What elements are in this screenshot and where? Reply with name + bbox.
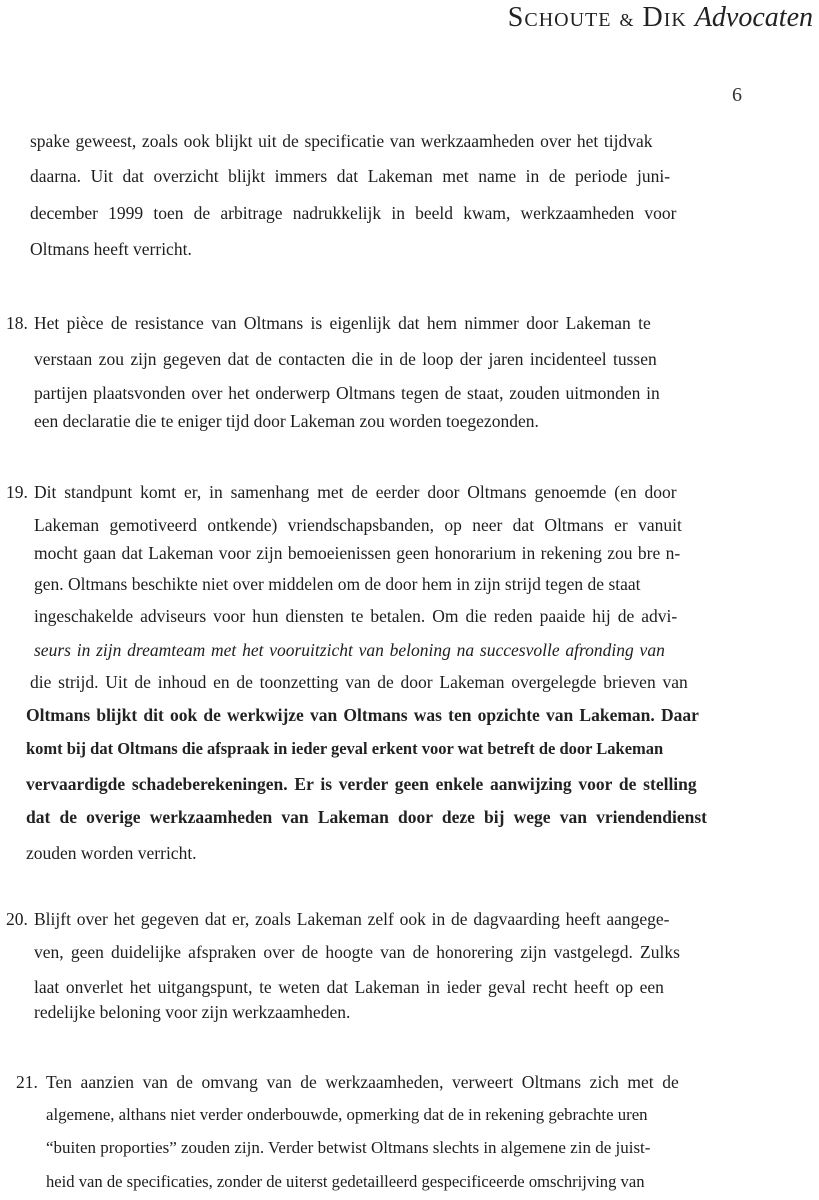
paragraph-19-line-8: Oltmans blijkt dit ook de werkwijze van Oltmans was ten opzichte van Lakeman. Daar — [26, 705, 699, 725]
paragraph-19-line-4: gen. Oltmans beschikte niet over middelen om de door hem in zijn strijd tegen de staat — [34, 574, 641, 594]
paragraph-21-line-3: “buiten proporties” zouden zijn. Verder betwist Oltmans slechts in algemene zin de juist- — [46, 1138, 651, 1157]
paragraph-19-line-9: komt bij dat Oltmans die afspraak in ieder geval erkent voor wat betreft de door Lakeman — [26, 739, 664, 758]
paragraph-21-line-2: algemene, althans niet verder onderbouwde, opmerking dat de in rekening gebrachte uren — [46, 1105, 648, 1124]
firm-name-part2: Dik — [642, 2, 687, 33]
paragraph-21-line-1: Ten aanzien van de omvang van de werkzaamheden, verweert Oltmans zich met de — [46, 1072, 679, 1092]
firm-name-part3: Advocaten — [694, 2, 813, 33]
paragraph-19-line-10: vervaardigde schadeberekeningen. Er is verder geen enkele aanwijzing voor de stelling — [26, 774, 697, 794]
paragraph-19-line-11: dat de overige werkzaamheden van Lakeman door deze bij wege van vriendendienst — [26, 807, 707, 827]
paragraph-20-line-1: Blijft over het gegeven dat er, zoals Lakeman zelf ook in de dagvaarding heeft aangege- — [34, 909, 670, 929]
paragraph-19-line-3: mocht gaan dat Lakeman voor zijn bemoeienissen geen honorarium in rekening zou bre n- — [34, 543, 681, 563]
paragraph-19-line-6: seurs in zijn dreamteam met het vooruitzicht van beloning na succesvolle afronding van — [34, 640, 665, 660]
paragraph-19-line-7: die strijd. Uit de inhoud en de toonzetting van de door Lakeman overgelegde brieven van — [30, 672, 688, 692]
paragraph-18-number: 18. — [6, 313, 28, 333]
paragraph-20-line-3: laat onverlet het uitgangspunt, te weten dat Lakeman in ieder geval recht heeft op een — [34, 977, 664, 997]
paragraph-19-line-12: zouden worden verricht. — [26, 843, 197, 863]
firm-name-part1: Schoute — [507, 2, 612, 33]
paragraph-19-line-1: Dit standpunt komt er, in samenhang met de eerder door Oltmans genoemde (en door — [34, 482, 677, 502]
paragraph-19-number: 19. — [6, 482, 28, 502]
paragraph-21-line-4: heid van de specificaties, zonder de uiterst gedetailleerd gespecificeerde omschrijving van — [46, 1172, 645, 1191]
paragraph-18-line-1: Het pièce de resistance van Oltmans is eigenlijk dat hem nimmer door Lakeman te — [34, 313, 651, 333]
intro-line-2: daarna. Uit dat overzicht blijkt immers dat Lakeman met name in de periode juni- — [30, 166, 671, 186]
paragraph-21-number: 21. — [16, 1072, 38, 1092]
paragraph-18-line-4: een declaratie die te eniger tijd door Lakeman zou worden toegezonden. — [34, 411, 539, 431]
intro-line-1: spake geweest, zoals ook blijkt uit de specificatie van werkzaamheden over het tijdvak — [30, 131, 653, 151]
page-number: 6 — [732, 84, 742, 106]
paragraph-20-line-4: redelijke beloning voor zijn werkzaamheden. — [34, 1002, 351, 1022]
intro-line-4: Oltmans heeft verricht. — [30, 239, 192, 259]
paragraph-19-line-2: Lakeman gemotiveerd ontkende) vriendschapsbanden, op neer dat Oltmans er vanuit — [34, 515, 682, 535]
paragraph-20-number: 20. — [6, 909, 28, 929]
firm-letterhead — [508, 2, 813, 34]
paragraph-18-line-3: partijen plaatsvonden over het onderwerp Oltmans tegen de staat, zouden uitmonden in — [34, 383, 660, 403]
paragraph-20-line-2: ven, geen duidelijke afspraken over de hoogte van de honorering zijn vastgelegd. Zulks — [34, 942, 680, 962]
paragraph-19-line-5: ingeschakelde adviseurs voor hun diensten te betalen. Om die reden paaide hij de advi- — [34, 606, 678, 626]
intro-line-3: december 1999 toen de arbitrage nadrukkelijk in beeld kwam, werkzaamheden voor — [30, 203, 677, 223]
paragraph-18-line-2: verstaan zou zijn gegeven dat de contacten die in de loop der jaren incidenteel tussen — [34, 349, 657, 369]
firm-name-ampersand: & — [619, 10, 635, 30]
